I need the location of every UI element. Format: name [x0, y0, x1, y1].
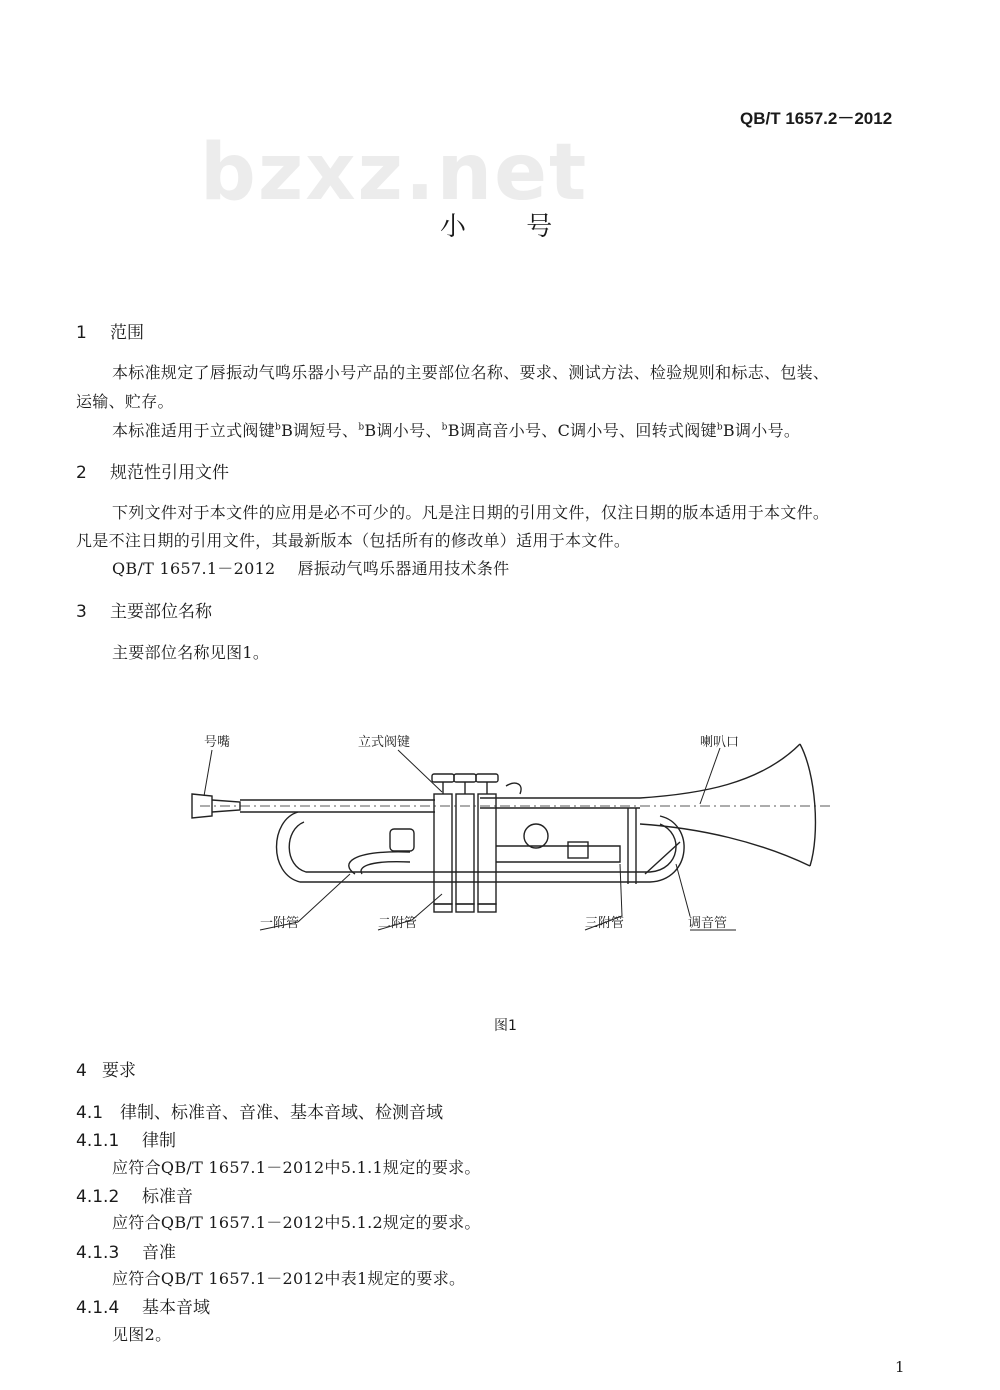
text-run: 本标准适用于立式阀键	[112, 421, 276, 440]
section-title: 标准音	[142, 1187, 193, 1207]
section-4-1-3-heading	[76, 1238, 176, 1263]
label-bell: 喇叭口	[700, 735, 740, 750]
section-number: 1	[76, 323, 87, 343]
paragraph: 应符合QB/T 1657.1－2012中5.1.2规定的要求。	[112, 1213, 481, 1232]
section-title: 范围	[110, 323, 144, 343]
paragraph: 应符合QB/T 1657.1－2012中5.1.1规定的要求。	[112, 1158, 481, 1177]
section-title: 律制、标准音、音准、基本音域、检测音域	[120, 1103, 443, 1123]
paragraph: 本标准规定了唇振动气鸣乐器小号产品的主要部位名称、要求、测试方法、检验规则和标志、包装、	[112, 363, 830, 382]
label-tuning-slide: 调音管	[688, 916, 728, 931]
reference-title: 唇振动气鸣乐器通用技术条件	[297, 559, 510, 578]
label-mouthpiece: 号嘴	[204, 735, 231, 750]
section-title: 要求	[102, 1061, 136, 1081]
section-number: 4	[76, 1061, 87, 1081]
bell-rim	[800, 744, 815, 866]
paragraph	[112, 418, 800, 441]
document-title: 小 号	[440, 212, 579, 242]
flat-sup: b	[716, 422, 723, 433]
label-second-slide: 二附管	[378, 916, 418, 931]
valve-3	[478, 794, 496, 904]
section-number: 4.1.2	[76, 1187, 120, 1207]
section-title: 音准	[142, 1243, 176, 1263]
main-loop-inner	[289, 822, 650, 872]
text-run: B调高音小号、C调小号、回转式阀键	[447, 421, 717, 440]
section-number: 4.1	[76, 1103, 104, 1123]
figure-caption: 图1	[494, 1018, 517, 1034]
valve-2	[456, 794, 474, 904]
text-run: B调小号、	[364, 421, 442, 440]
section-2-heading	[76, 458, 229, 483]
section-title: 规范性引用文件	[110, 463, 229, 483]
flat-sup: b	[441, 422, 448, 433]
section-number: 2	[76, 463, 87, 483]
section-4-heading	[76, 1056, 136, 1081]
label-first-slide: 一附管	[260, 916, 300, 931]
section-number: 4.1.3	[76, 1243, 120, 1263]
flat-sup: b	[275, 422, 282, 433]
section-title: 主要部位名称	[110, 602, 212, 622]
section-4-1-heading	[76, 1098, 443, 1123]
paragraph: 下列文件对于本文件的应用是必不可少的。凡是注日期的引用文件，仅注日期的版本适用于本文件。	[112, 503, 830, 522]
section-3-heading	[76, 597, 212, 622]
section-1-heading	[76, 318, 144, 343]
label-valves: 立式阀键	[358, 735, 411, 750]
paragraph: 凡是不注日期的引用文件，其最新版本（包括所有的修改单）适用于本文件。	[76, 531, 631, 550]
text-run: B调短号、	[281, 421, 359, 440]
section-4-1-1-heading	[76, 1126, 176, 1151]
paragraph: 应符合QB/T 1657.1－2012中表1规定的要求。	[112, 1269, 466, 1288]
section-number: 4.1.1	[76, 1131, 120, 1151]
section-4-1-4-heading	[76, 1293, 210, 1318]
section-title: 律制	[142, 1131, 176, 1151]
section-title: 基本音域	[142, 1298, 210, 1318]
paragraph: 主要部位名称见图1。	[112, 643, 270, 662]
section-number: 3	[76, 602, 87, 622]
paragraph: 见图2。	[112, 1325, 172, 1344]
label-third-slide: 三附管	[585, 916, 625, 931]
valve-1	[434, 794, 452, 904]
trumpet-diagram	[180, 724, 840, 974]
watermark: bzxz.net	[200, 128, 589, 218]
bell-lower	[640, 824, 810, 866]
text-run: B调小号。	[722, 421, 801, 440]
flat-sup: b	[358, 422, 365, 433]
reference-entry	[112, 556, 509, 579]
reference-code: QB/T 1657.1－2012	[112, 559, 276, 578]
standard-number: QB/T 1657.2－2012	[740, 109, 893, 128]
section-number: 4.1.4	[76, 1298, 120, 1318]
paragraph: 运输、贮存。	[76, 392, 174, 411]
section-4-1-2-heading	[76, 1182, 193, 1207]
page-number: 1	[895, 1358, 905, 1376]
bell-upper	[640, 744, 800, 798]
